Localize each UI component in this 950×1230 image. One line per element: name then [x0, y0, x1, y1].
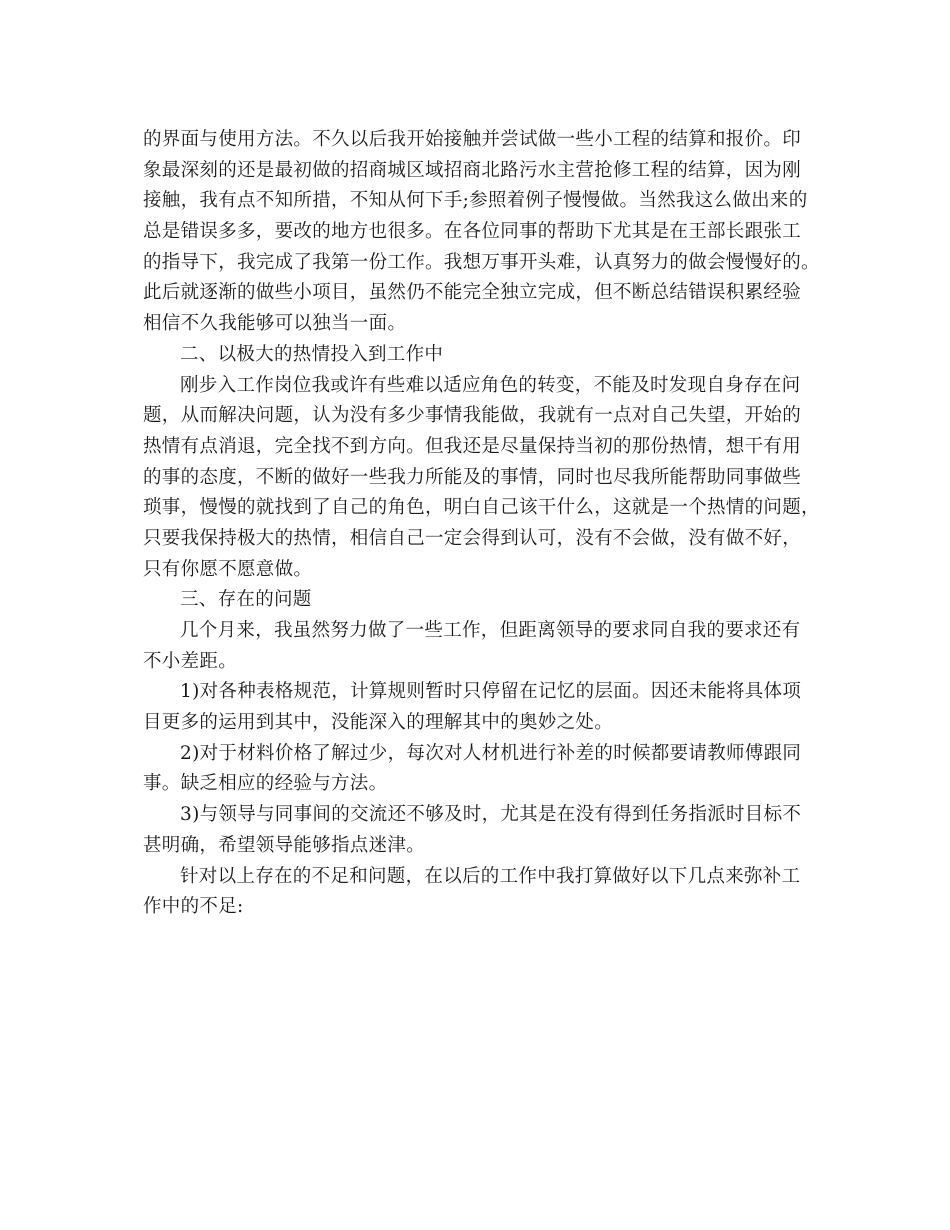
- paragraph-gap: [143, 616, 813, 677]
- section-heading-2: [143, 340, 813, 371]
- section-heading-3: [143, 585, 813, 616]
- text-line: 目更多的运用到其中，没能深入的理解其中的奥妙之处。: [143, 712, 614, 734]
- paragraph-closing: [143, 862, 813, 923]
- text-line: 甚明确，希望领导能够指点迷津。: [143, 834, 426, 856]
- text-line: 琐事，慢慢的就找到了自己的角色，明白自己该干什么，这就是一个热情的问题，: [143, 497, 820, 519]
- text-line: 接触，我有点不知所措，不知从何下手;参照着例子慢慢做。当然我这么做出来的: [143, 190, 808, 212]
- text-line: 象最深刻的还是最初做的招商城区域招商北路污水主营抢修工程的结算，因为刚: [143, 159, 802, 181]
- text-line: 此后就逐渐的做些小项目，虽然仍不能完全独立完成，但不断总结错误积累经验: [143, 282, 802, 304]
- text-line: 的事的态度，不断的做好一些我力所能及的事情，同时也尽我所能帮助同事做些: [143, 466, 802, 488]
- list-item-2: [143, 739, 813, 800]
- text-line: 热情有点消退，完全找不到方向。但我还是尽量保持当初的那份热情，想干有用: [143, 435, 802, 457]
- list-item-1: [143, 677, 813, 738]
- heading-text: 三、存在的问题: [180, 589, 312, 611]
- paragraph-enthusiasm: [143, 371, 820, 586]
- text-line: 1)对各种表格规范，计算规则暂时只停留在记忆的层面。因还未能将具体项: [180, 681, 802, 703]
- text-line: 相信不久我能够可以独当一面。: [143, 313, 407, 335]
- list-item-3: [143, 800, 813, 861]
- text-line: 只要我保持极大的热情，相信自己一定会得到认可，没有不会做，没有做不好，: [143, 527, 802, 549]
- paragraph-intro: [143, 125, 820, 340]
- text-line: 的界面与使用方法。不久以后我开始接触并尝试做一些小工程的结算和报价。印: [143, 129, 802, 150]
- text-line: 只有你愿不愿意做。: [143, 558, 313, 580]
- text-line: 事。缺乏相应的经验与方法。: [143, 773, 388, 795]
- heading-text: 二、以极大的热情投入到工作中: [180, 343, 444, 365]
- text-line: 2)对于材料价格了解过少，每次对人材机进行补差的时候都要请教师傅跟同: [180, 742, 802, 764]
- text-line: 针对以上存在的不足和问题，在以后的工作中我打算做好以下几点来弥补工: [180, 865, 801, 887]
- text-line: 不小差距。: [143, 650, 238, 672]
- text-line: 几个月来，我虽然努力做了一些工作，但距离领导的要求同自我的要求还有: [180, 620, 801, 641]
- text-line: 的指导下，我完成了我第一份工作。我想万事开头难，认真努力的做会慢慢好的。: [143, 251, 820, 273]
- text-line: 总是错误多多，要改的地方也很多。在各位同事的帮助下尤其是在王部长跟张工: [143, 221, 802, 243]
- document-body: [143, 125, 820, 923]
- text-line: 题，从而解决问题，认为没有多少事情我能做，我就有一点对自己失望，开始的: [143, 405, 802, 427]
- text-line: 作中的不足:: [143, 896, 244, 918]
- text-line: 3)与领导与同事间的交流还不够及时，尤其是在没有得到任务指派时目标不: [180, 804, 802, 826]
- text-line: 刚步入工作岗位我或许有些难以适应角色的转变，不能及时发现自身存在问: [180, 374, 801, 396]
